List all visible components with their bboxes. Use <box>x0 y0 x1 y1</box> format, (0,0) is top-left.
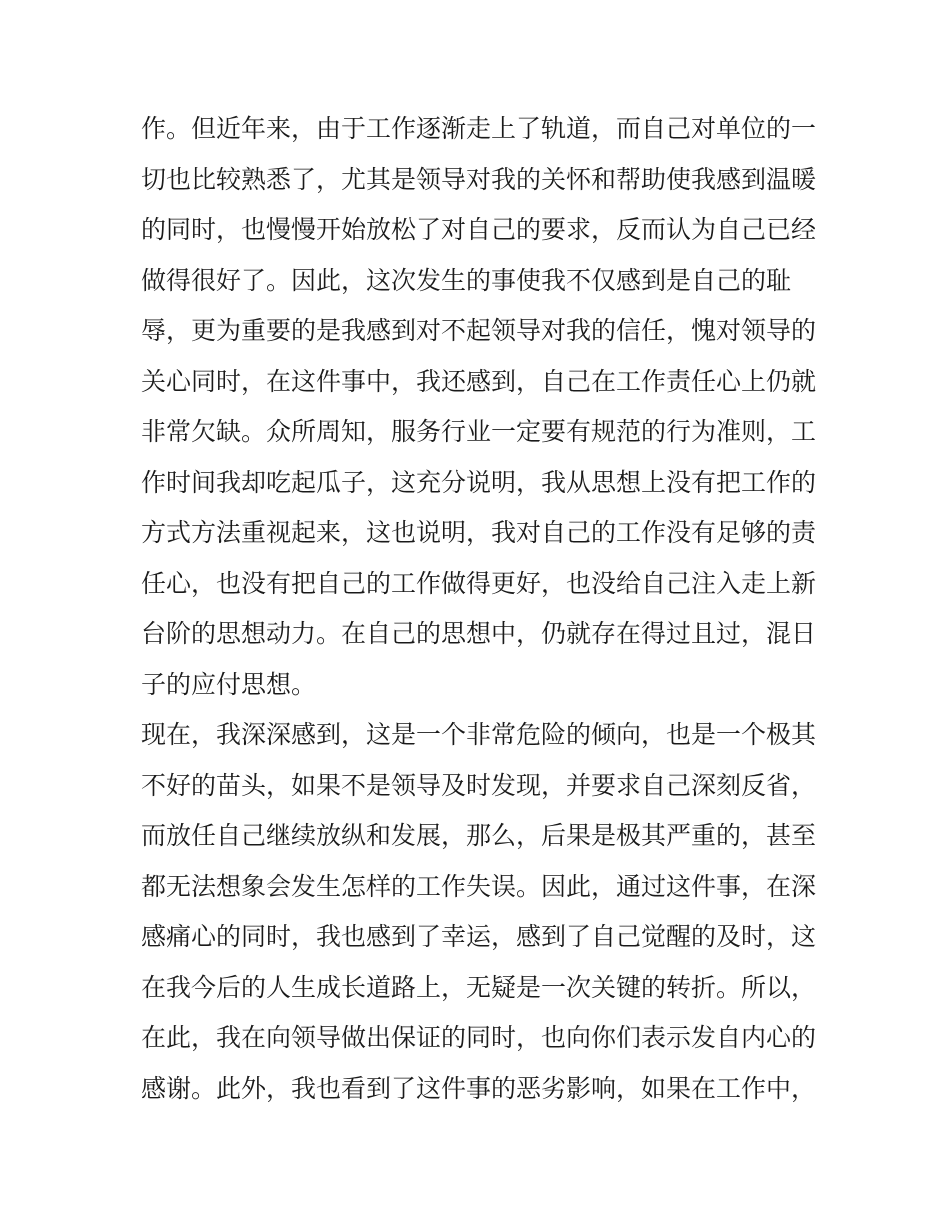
text-line: 非常欠缺。众所周知，服务行业一定要有规范的行为准则，工 <box>141 417 817 446</box>
text-line: 不好的苗头，如果不是领导及时发现，并要求自己深刻反省， <box>141 770 817 800</box>
text-line: 而放任自己继续放纵和发展，那么，后果是极其严重的，甚至 <box>141 821 817 850</box>
text-line: 作时间我却吃起瓜子，这充分说明，我从思想上没有把工作的 <box>141 467 817 497</box>
text-line: 做得很好了。因此，这次发生的事使我不仅感到是自己的耻 <box>141 265 792 295</box>
text-line: 在此，我在向领导做出保证的同时，也向你们表示发自内心的 <box>141 1023 817 1052</box>
text-line: 切也比较熟悉了，尤其是领导对我的关怀和帮助使我感到温暖 <box>141 164 817 194</box>
text-line: 子的应付思想。 <box>141 669 317 699</box>
body-text <box>141 108 821 1118</box>
text-line: 都无法想象会发生怎样的工作失误。因此，通过这件事，在深 <box>141 871 817 901</box>
text-line: 作。但近年来，由于工作逐渐走上了轨道，而自己对单位的一 <box>141 114 817 143</box>
text-line: 辱，更为重要的是我感到对不起领导对我的信任，愧对领导的 <box>141 316 817 345</box>
text-line: 方式方法重视起来，这也说明，我对自己的工作没有足够的责 <box>141 518 817 547</box>
text-line: 的同时，也慢慢开始放松了对自己的要求，反而认为自己已经 <box>141 215 817 244</box>
text-line: 现在，我深深感到，这是一个非常危险的倾向，也是一个极其 <box>141 720 817 749</box>
text-line: 关心同时，在这件事中，我还感到，自己在工作责任心上仍就 <box>141 366 817 396</box>
text-line: 台阶的思想动力。在自己的思想中，仍就存在得过且过，混日 <box>141 619 817 648</box>
text-line: 感谢。此外，我也看到了这件事的恶劣影响，如果在工作中， <box>141 1073 817 1103</box>
text-line: 任心，也没有把自己的工作做得更好，也没给自己注入走上新 <box>141 568 817 598</box>
text-line: 感痛心的同时，我也感到了幸运，感到了自己觉醒的及时，这 <box>141 922 817 951</box>
text-line: 在我今后的人生成长道路上，无疑是一次关键的转折。所以， <box>141 972 817 1002</box>
